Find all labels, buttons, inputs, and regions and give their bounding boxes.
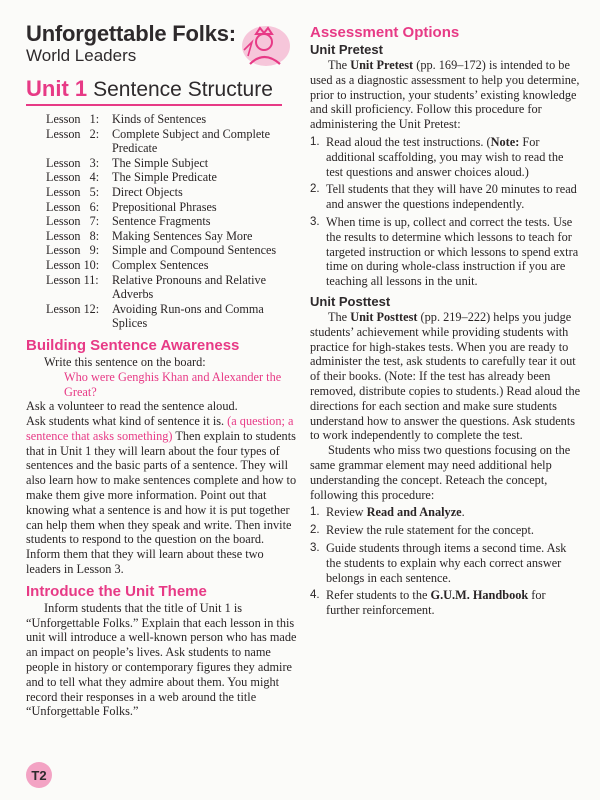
lesson-item xyxy=(46,273,298,302)
step-item xyxy=(310,523,582,538)
lesson-title: The Simple Subject xyxy=(112,155,209,170)
board-sentence: Who were Genghis Khan and Alexander the Great? xyxy=(64,369,282,399)
step-text xyxy=(326,135,582,179)
lesson-label: Lesson 5: xyxy=(46,184,100,199)
step-text xyxy=(326,505,582,520)
assessment-heading: Assessment Options xyxy=(310,24,460,41)
lesson-title: Complex Sentences xyxy=(112,257,209,272)
lesson-item xyxy=(46,127,298,156)
lesson-title: Making Sentences Say More xyxy=(112,228,253,243)
lesson-label: Lesson 6: xyxy=(46,199,100,214)
unit-theme-heading: Introduce the Unit Theme xyxy=(26,582,207,600)
lesson-label: Lesson 2: xyxy=(46,126,100,141)
step-text-start: When time is up, collect and correct the tests. Use the results to determine which lessons to teach for targeted instruction or which lessons to spend extra time on during whole-class instruction if you are teaching all lessons in the unit. xyxy=(326,214,579,289)
lesson-item xyxy=(46,170,298,185)
lesson-list xyxy=(46,112,298,331)
pretest-intro: The xyxy=(328,58,351,72)
pretest-term: Unit Pretest xyxy=(350,58,414,72)
lesson-label: Lesson 7: xyxy=(46,214,100,229)
lesson-item xyxy=(46,229,298,244)
step-text-start: Read aloud the test instructions. ( xyxy=(326,134,491,149)
crowned-figure-icon xyxy=(236,20,292,68)
posttest-term: Unit Posttest xyxy=(350,309,418,324)
unit-name: Sentence Structure xyxy=(93,78,273,101)
step-item xyxy=(310,182,582,212)
step-number: 2. xyxy=(310,524,320,537)
unit-theme-body: Inform students that the title of Unit 1 is “Unforgettable Folks.” Explain that each lesson in this unit will introduce a well-known person who has made an impact on people’s lives. Ask students to name people in history or contemporary figures they admire and to tell what they admire about them. You might record their responses in a web around the title “Unforgettable Folks.” xyxy=(26,600,297,719)
posttest-text: (pp. 219–222) helps you judge students’ achievement while providing students with practice for high-stakes tests. When you are ready to administer the test, ask students to carefully tear it out of their books. (Note: If the test has already been removed, distribute copies to students.) Read aloud the directions for each section and make sure students understand how to answer the questions. Ask students to work independently to complete the test. xyxy=(310,309,581,443)
pretest-text: (pp. 169–172) is intended to be used as a diagnostic assessment to help you determine, prior to instruction, your students’ existing knowledge and skill proficiency. Follow this procedure for administering the Unit Pretest: xyxy=(310,58,580,132)
step-text-start: Review xyxy=(326,505,367,520)
pretest-heading: Unit Pretest xyxy=(310,42,383,57)
lesson-label: Lesson 9: xyxy=(46,243,100,258)
step-text-start: Refer students to the xyxy=(326,588,431,603)
lesson-title: Direct Objects xyxy=(112,184,183,199)
step-text-start: Review the rule statement for the concept. xyxy=(326,523,534,538)
lesson-label: Lesson 3: xyxy=(46,155,100,170)
lesson-title: The Simple Predicate xyxy=(112,170,217,185)
step-number: 2. xyxy=(310,183,320,196)
awareness-body xyxy=(26,414,298,577)
step-bold-term: Read and Analyze xyxy=(366,505,462,520)
step-text xyxy=(326,215,582,289)
step-bold-term: G.U.M. Handbook xyxy=(430,588,529,603)
step-number: 3. xyxy=(310,215,320,228)
lesson-label: Lesson 1: xyxy=(46,112,100,126)
step-text xyxy=(326,588,582,618)
pretest-steps xyxy=(310,135,582,289)
step-number: 3. xyxy=(310,541,320,554)
step-text-start: Guide students through items a second time. Ask the students to explain why each correct answer belongs in each sentence. xyxy=(326,540,567,585)
posttest-intro: The xyxy=(328,309,351,324)
posttest-body xyxy=(310,310,582,443)
step-bold-term: Note: xyxy=(490,134,520,149)
step-number: 1. xyxy=(310,135,320,148)
lesson-title: Complete Subject and Complete Predicate xyxy=(112,126,271,156)
step-item xyxy=(310,135,582,179)
reteach-body: Students who miss two questions focusing on the same grammar element may need additional help understanding the concept. Reteach the concept, following this procedure: xyxy=(310,443,571,502)
building-awareness-heading: Building Sentence Awareness xyxy=(26,336,240,354)
lesson-title: Sentence Fragments xyxy=(112,214,211,229)
unit-heading xyxy=(26,76,298,102)
lesson-title: Simple and Compound Sentences xyxy=(112,243,277,258)
lesson-title: Avoiding Run-ons and Comma Splices xyxy=(112,301,264,331)
lesson-item xyxy=(46,302,298,331)
lesson-item xyxy=(46,200,298,215)
awareness-line1: Ask a volunteer to read the sentence aloud. xyxy=(26,399,238,414)
unit-theme-title: Unforgettable Folks: xyxy=(26,21,236,46)
right-column xyxy=(310,24,582,618)
lesson-item xyxy=(46,156,298,171)
step-item xyxy=(310,505,582,520)
step-item xyxy=(310,541,582,585)
lesson-label: Lesson 4: xyxy=(46,170,100,185)
pretest-body xyxy=(310,58,582,132)
left-column xyxy=(26,22,298,719)
step-text xyxy=(326,541,582,585)
lesson-item xyxy=(46,112,298,127)
lesson-label: Lesson 11: xyxy=(46,272,99,287)
step-text-start: Tell students that they will have 20 minutes to read and answer the questions independently. xyxy=(326,182,577,212)
step-number: 4. xyxy=(310,589,320,602)
unit-theme-subtitle: World Leaders xyxy=(26,46,137,65)
lesson-title: Prepositional Phrases xyxy=(112,199,217,214)
step-text xyxy=(326,182,582,212)
lesson-item xyxy=(46,258,298,273)
lesson-label: Lesson 12: xyxy=(46,301,100,316)
awareness-explanation: Then explain to students that in Unit 1 they will learn about the four types of sentences and the basic parts of a sentence. They will also learn how to make sentences complete and how to make them give more information. Point out that knowing what a sentence is and how it is put together can help them when they speak and write. Then invite students to respond to the question on the board. Inform them that they will learn about these two leaders in Lesson 3. xyxy=(26,428,297,577)
step-text xyxy=(326,523,582,538)
lesson-label: Lesson 10: xyxy=(46,257,100,272)
step-item xyxy=(310,588,582,618)
awareness-answer: (a question; a sentence that asks something) xyxy=(26,414,294,443)
step-item xyxy=(310,215,582,289)
lesson-title: Kinds of Sentences xyxy=(112,112,207,126)
lesson-item xyxy=(46,214,298,229)
lesson-item xyxy=(46,185,298,200)
unit-number: Unit 1 xyxy=(26,76,88,101)
lesson-title: Relative Pronouns and Relative Adverbs xyxy=(112,272,267,302)
lesson-label: Lesson 8: xyxy=(46,228,100,243)
step-number: 1. xyxy=(310,506,320,519)
awareness-question-text: Ask students what kind of sentence it is. xyxy=(26,414,228,429)
step-text-end: For additional scaffolding, you may wish to read the test questions and answer choices aloud.) xyxy=(326,134,564,179)
unit-divider xyxy=(26,104,282,106)
page-number-badge: T2 xyxy=(26,762,52,788)
posttest-heading: Unit Posttest xyxy=(310,293,391,309)
awareness-intro: Write this sentence on the board: xyxy=(44,354,206,369)
step-text-end: for further reinforcement. xyxy=(326,588,546,618)
lesson-item xyxy=(46,243,298,258)
step-text-end: . xyxy=(461,505,465,520)
reteach-steps xyxy=(310,505,582,618)
